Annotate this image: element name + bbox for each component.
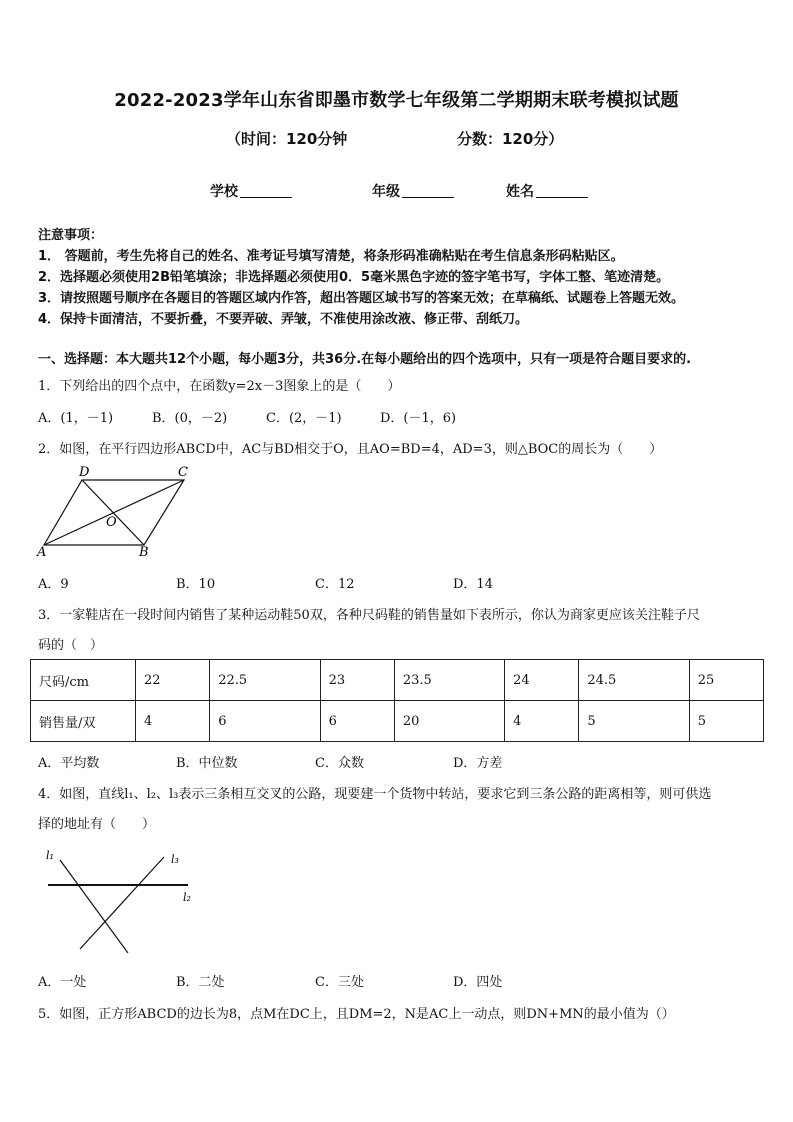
- question-1-option-c: C．(2，－1): [266, 411, 342, 426]
- section-heading: 一、选择题：本大题共12个小题，每小题3分，共36分.在每小题给出的四个选项中，只有一项是符合题目要求的.: [38, 352, 692, 367]
- label-l2: l₂: [183, 891, 191, 904]
- table-cell: 5: [579, 701, 689, 742]
- diagonal-ac: [44, 480, 184, 545]
- three-roads-figure: [40, 845, 200, 957]
- table-cell: 5: [689, 701, 763, 742]
- question-3-option-b: B．中位数: [176, 756, 238, 771]
- notice-item-3: 3．请按照题号顺序在各题目的答题区域内作答，超出答题区域书写的答案无效；在草稿纸、试题卷上答题无效。: [38, 291, 685, 306]
- question-4-option-b: B．二处: [176, 975, 225, 990]
- label-l1: l₁: [46, 849, 54, 862]
- question-2-option-b: B．10: [176, 577, 216, 592]
- notice-item-2: 2．选择题必须使用2B铅笔填涂；非选择题必须使用0．5毫米黑色字迹的签字笔书写，字体工整、笔迹清楚。: [38, 270, 670, 285]
- table-cell: 4: [505, 701, 579, 742]
- table-cell: 23: [320, 660, 394, 701]
- table-cell: 6: [210, 701, 320, 742]
- name-label: 姓名: [506, 184, 534, 200]
- diagonal-bd: [82, 480, 144, 545]
- question-3-text-line-2: 码的（ ）: [38, 638, 104, 653]
- question-2-option-d: D．14: [453, 577, 493, 592]
- grade-blank: [402, 183, 454, 198]
- table-row-sales: [31, 701, 764, 742]
- question-2-option-c: C．12: [315, 577, 355, 592]
- label-b: B: [139, 545, 149, 558]
- exam-title: 2022-2023学年山东省即墨市数学七年级第二学期期末联考模拟试题: [114, 90, 679, 111]
- question-2-text: 2．如图，在平行四边形ABCD中，AC与BD相交于O，且AO=BD=4，AD=3，则△BOC的周长为（ ）: [38, 442, 663, 457]
- table-row-label: 销售量/双: [31, 701, 136, 742]
- question-4-option-d: D．四处: [453, 975, 503, 990]
- school-label: 学校: [210, 184, 238, 200]
- table-cell: 23.5: [394, 660, 504, 701]
- name-field: [506, 181, 588, 201]
- question-4-text-line-2: 择的地址有（ ）: [38, 817, 156, 832]
- notice-item-1: 1． 答题前，考生先将自己的姓名、准考证号填写清楚，将条形码准确粘贴在考生信息条形码粘贴区。: [38, 249, 624, 264]
- question-4-text-line-1: 4．如图，直线l₁、l₂、l₃表示三条相互交叉的公路，现要建一个货物中转站，要求它到三条公路的距离相等，则可供选: [38, 787, 712, 802]
- question-5-text: 5．如图，正方形ABCD的边长为8，点M在DC上，且DM=2，N是AC上一动点，则DN+MN的最小值为（）: [38, 1007, 675, 1022]
- line-l3: [80, 857, 164, 949]
- line-l1: [60, 860, 128, 953]
- parallelogram-figure: [34, 462, 194, 558]
- label-o: O: [106, 515, 117, 530]
- table-cell: 22: [136, 660, 210, 701]
- table-row-sizes: [31, 660, 764, 701]
- shoe-size-table: [30, 659, 764, 742]
- grade-label: 年级: [372, 184, 400, 200]
- table-cell: 24.5: [579, 660, 689, 701]
- table-cell: 22.5: [210, 660, 320, 701]
- question-1-text: 1．下列给出的四个点中，在函数y=2x－3图象上的是（ ）: [38, 379, 401, 394]
- label-c: C: [178, 465, 188, 480]
- question-1-option-a: A．(1，－1): [38, 411, 114, 426]
- notice-item-4: 4．保持卡面清洁，不要折叠，不要弄破、弄皱，不准使用涂改液、修正带、刮纸刀。: [38, 312, 529, 327]
- label-l3: l₃: [171, 853, 179, 866]
- school-blank: [240, 183, 292, 198]
- label-d: D: [79, 465, 90, 480]
- question-3-option-a: A．平均数: [38, 756, 100, 771]
- question-1-option-d: D．(－1，6): [380, 411, 457, 426]
- table-cell: 6: [320, 701, 394, 742]
- question-4-option-c: C．三处: [315, 975, 364, 990]
- table-row-label: 尺码/cm: [31, 660, 136, 701]
- grade-field: [372, 181, 454, 201]
- table-cell: 20: [394, 701, 504, 742]
- question-3-option-d: D．方差: [453, 756, 503, 771]
- name-blank: [536, 183, 588, 198]
- table-cell: 4: [136, 701, 210, 742]
- question-1-option-b: B．(0，－2): [152, 411, 228, 426]
- table-cell: 25: [689, 660, 763, 701]
- school-field: [210, 181, 292, 201]
- exam-time: （时间：120分钟: [226, 130, 348, 148]
- notice-heading: 注意事项：: [38, 228, 104, 243]
- table-cell: 24: [505, 660, 579, 701]
- question-4-option-a: A．一处: [38, 975, 87, 990]
- question-2-option-a: A．9: [38, 577, 69, 592]
- label-a: A: [37, 545, 47, 558]
- exam-score: 分数：120分）: [457, 130, 564, 148]
- question-3-option-c: C．众数: [315, 756, 364, 771]
- question-3-text-line-1: 3．一家鞋店在一段时间内销售了某种运动鞋50双，各种尺码鞋的销售量如下表所示，你认为商家更应该关注鞋子尺: [38, 608, 700, 623]
